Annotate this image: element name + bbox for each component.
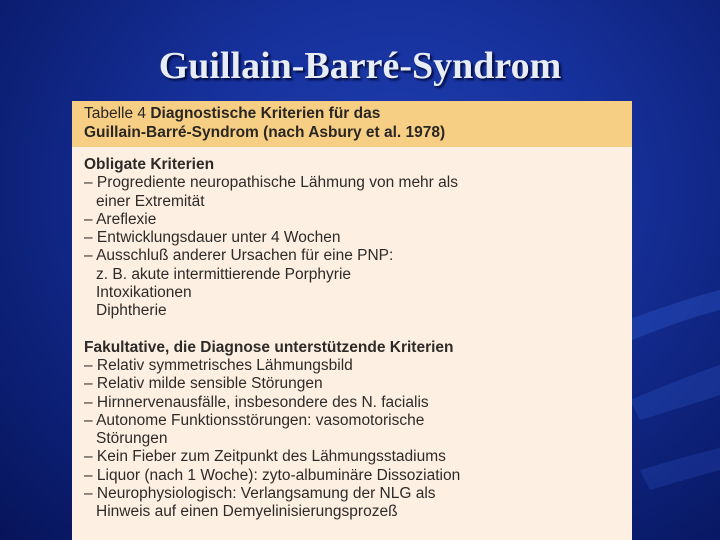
- table-body: [72, 147, 632, 522]
- fakultative-list: [84, 357, 632, 522]
- table-caption-line2: Guillain-Barré-Syndrom (nach Asbury et al. 1978): [84, 124, 446, 141]
- table-label: Tabelle 4: [84, 105, 147, 122]
- fakultative-criterion-line: – Liquor (nach 1 Woche): zyto-albuminäre Dissoziation: [84, 466, 461, 484]
- fakultative-criterion-line: – Neurophysiologisch: Verlangsamung der NLG als: [84, 485, 436, 503]
- fakultative-criterion-line: – Relativ milde sensible Störungen: [84, 375, 323, 393]
- obligate-criterion-line: – Ausschluß anderer Ursachen für eine PNP:: [84, 247, 394, 265]
- obligate-list: [84, 174, 632, 320]
- obligate-criterion-line: – Progrediente neuropathische Lähmung von mehr als: [84, 174, 458, 192]
- criteria-table: [72, 101, 632, 540]
- fakultative-criterion-line: – Relativ symmetrisches Lähmungsbild: [84, 356, 353, 374]
- obligate-heading: Obligate Kriterien: [84, 156, 215, 173]
- slide-title: Guillain-Barré-Syndrom: [158, 45, 562, 87]
- table-caption-line1: Diagnostische Kriterien für das: [150, 105, 381, 122]
- obligate-criterion-line: Intoxikationen: [96, 284, 192, 302]
- fakultative-criterion-line: Störungen: [96, 430, 168, 448]
- fakultative-criterion-line: – Kein Fieber zum Zeitpunkt des Lähmungsstadiums: [84, 448, 446, 466]
- fakultative-criterion-line: – Autonome Funktionsstörungen: vasomotorische: [84, 411, 425, 429]
- fakultative-heading: Fakultative, die Diagnose unterstützende Kriterien: [84, 338, 454, 356]
- table-caption: [72, 101, 632, 147]
- fakultative-criterion-line: Hinweis auf einen Demyelinisierungsprozeß: [96, 503, 398, 521]
- obligate-criterion-line: – Entwicklungsdauer unter 4 Wochen: [84, 229, 341, 247]
- obligate-criterion-line: einer Extremität: [96, 192, 205, 210]
- obligate-criterion-line: z. B. akute intermittierende Porphyrie: [96, 265, 352, 283]
- fakultative-criterion-line: – Hirnnervenausfälle, insbesondere des N. facialis: [84, 393, 429, 411]
- obligate-criterion-line: – Areflexie: [84, 210, 157, 228]
- obligate-criterion-line: Diphtherie: [96, 302, 167, 320]
